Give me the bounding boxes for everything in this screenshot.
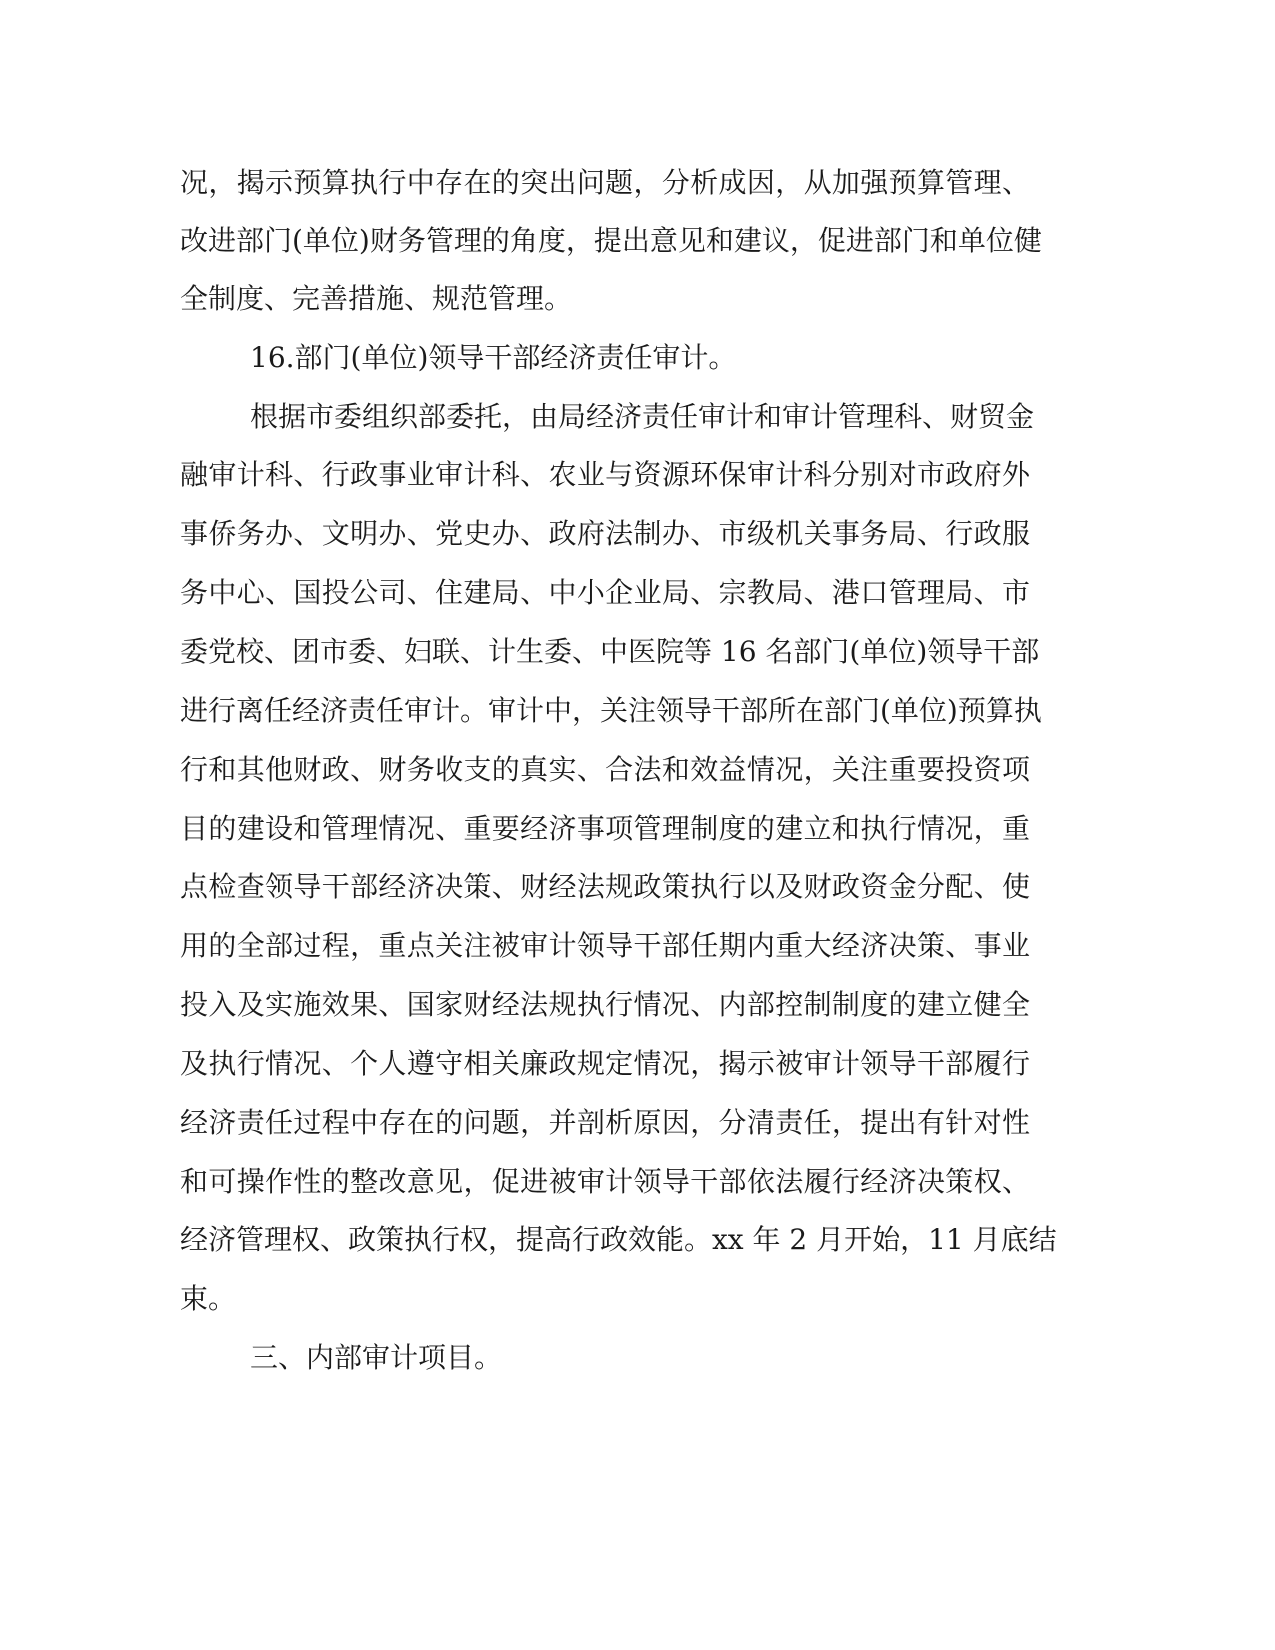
paragraph-line: 事侨务办、文明办、党史办、政府法制办、市级机关事务局、行政服 — [180, 517, 1030, 550]
paragraph-line: 用的全部过程，重点关注被审计领导干部任期内重大经济决策、事业 — [180, 929, 1030, 962]
paragraph-line: 进行离任经济责任审计。审计中，关注领导干部所在部门(单位)预算执 — [180, 694, 1042, 727]
paragraph-line: 务中心、国投公司、住建局、中小企业局、宗教局、港口管理局、市 — [180, 576, 1030, 609]
paragraph-line: 点检查领导干部经济决策、财经法规政策执行以及财政资金分配、使 — [180, 870, 1030, 903]
paragraph-line: 融审计科、行政事业审计科、农业与资源环保审计科分别对市政府外 — [180, 458, 1030, 491]
paragraph-line: 行和其他财政、财务收支的真实、合法和效益情况，关注重要投资项 — [180, 753, 1030, 786]
paragraph-line: 经济管理权、政策执行权，提高行政效能。xx 年 2 月开始，11 月底结 — [180, 1223, 1057, 1256]
paragraph-line: 改进部门(单位)财务管理的角度，提出意见和建议，促进部门和单位健 — [180, 224, 1042, 257]
paragraph-line: 和可操作性的整改意见，促进被审计领导干部依法履行经济决策权、 — [180, 1165, 1030, 1198]
section-heading: 三、内部审计项目。 — [250, 1341, 503, 1374]
paragraph-line: 根据市委组织部委托，由局经济责任审计和审计管理科、财贸金 — [250, 400, 1035, 433]
paragraph-line: 经济责任过程中存在的问题，并剖析原因，分清责任，提出有针对性 — [180, 1106, 1030, 1139]
paragraph-line: 全制度、完善措施、规范管理。 — [180, 282, 573, 315]
paragraph-line: 况，揭示预算执行中存在的突出问题，分析成因，从加强预算管理、 — [180, 166, 1030, 199]
paragraph-line: 目的建设和管理情况、重要经济事项管理制度的建立和执行情况，重 — [180, 812, 1030, 845]
paragraph-line: 及执行情况、个人遵守相关廉政规定情况，揭示被审计领导干部履行 — [180, 1047, 1030, 1080]
paragraph-line: 投入及实施效果、国家财经法规执行情况、内部控制制度的建立健全 — [180, 988, 1030, 1021]
section-heading: 16.部门(单位)领导干部经济责任审计。 — [250, 341, 737, 374]
paragraph-line: 束。 — [180, 1282, 237, 1315]
paragraph-line: 委党校、团市委、妇联、计生委、中医院等 16 名部门(单位)领导干部 — [180, 635, 1040, 668]
